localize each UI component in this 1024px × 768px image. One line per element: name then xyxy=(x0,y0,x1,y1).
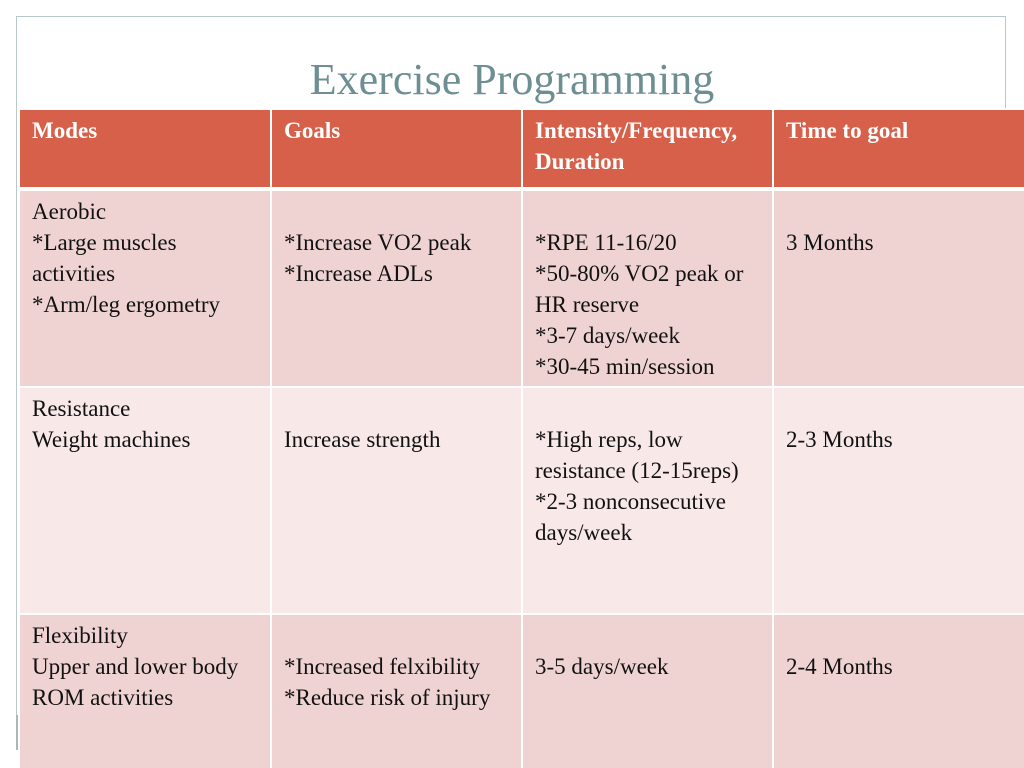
cell-goals-aerobic xyxy=(271,189,522,387)
time-to-goal-value: 3 Months xyxy=(786,230,874,255)
intensity-item: *50-80% VO2 peak or HR reserve xyxy=(535,261,744,317)
mode-item: Upper and lower body ROM activities xyxy=(32,654,239,710)
cell-goals-flexibility xyxy=(271,614,522,768)
mode-title: Aerobic xyxy=(32,199,107,224)
cell-intensity-resistance xyxy=(522,387,773,614)
cell-time-aerobic xyxy=(773,189,1024,387)
slide-title: Exercise Programming xyxy=(309,55,715,104)
mode-item: *Large muscles activities xyxy=(32,230,177,286)
cell-intensity-aerobic xyxy=(522,189,773,387)
mode-title: Resistance xyxy=(32,396,131,421)
cell-mode-aerobic xyxy=(19,189,271,387)
exercise-table xyxy=(18,108,1024,768)
mode-item: Weight machines xyxy=(32,427,191,452)
cell-time-resistance xyxy=(773,387,1024,614)
time-to-goal-value: 2-4 Months xyxy=(786,654,893,679)
mode-title: Flexibility xyxy=(32,623,128,648)
goal-item: Increase strength xyxy=(284,427,441,452)
header-goals: Goals xyxy=(271,109,522,189)
goal-item: *Increase ADLs xyxy=(284,261,433,286)
time-to-goal-value: 2-3 Months xyxy=(786,427,893,452)
intensity-item: *High reps, low resistance (12-15reps) xyxy=(535,427,739,483)
table-row-flexibility xyxy=(19,614,1024,768)
table-header-row xyxy=(19,109,1024,189)
table-row-resistance xyxy=(19,387,1024,614)
cell-intensity-flexibility xyxy=(522,614,773,768)
intensity-item: 3-5 days/week xyxy=(535,654,669,679)
goal-item: *Increased felxibility xyxy=(284,654,481,679)
intensity-item: *2-3 nonconsecutive days/week xyxy=(535,489,726,545)
table-row-aerobic xyxy=(19,189,1024,387)
header-intensity: Intensity/Frequency, Duration xyxy=(522,109,773,189)
intensity-item: *3-7 days/week xyxy=(535,323,680,348)
goal-item: *Reduce risk of injury xyxy=(284,685,491,710)
intensity-item: *30-45 min/session xyxy=(535,354,715,379)
header-time-to-goal: Time to goal xyxy=(773,109,1024,189)
cell-goals-resistance xyxy=(271,387,522,614)
cell-mode-flexibility xyxy=(19,614,271,768)
mode-item: *Arm/leg ergometry xyxy=(32,292,220,317)
cell-time-flexibility xyxy=(773,614,1024,768)
intensity-item: *RPE 11-16/20 xyxy=(535,230,677,255)
goal-item: *Increase VO2 peak xyxy=(284,230,472,255)
cell-mode-resistance xyxy=(19,387,271,614)
header-modes: Modes xyxy=(19,109,271,189)
